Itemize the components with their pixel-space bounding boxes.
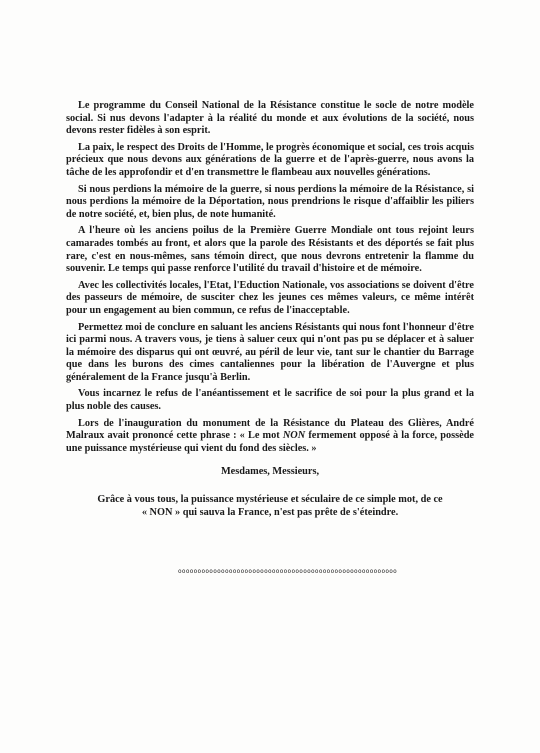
- paragraph-cnr-programme: Le programme du Conseil National de la Résistance constitue le socle de notre modèle social. Si nus devons l'adapter à la réalité du monde et aux évolutions de la société, nous devons rester fidèles à son esprit.: [66, 100, 474, 137]
- paragraph-malraux-quote: [66, 418, 474, 456]
- paragraph-collectivities: Avec les collectivités locales, l'Etat, l'Eduction Nationale, vos associations se doivent d'être des passeurs de mémoire, de susciter chez les jeunes ces mêmes valeurs, ce même intérêt pour un engagement au bien commun, ce refus de l'inacceptable.: [66, 279, 474, 316]
- final-sentence: [66, 494, 474, 519]
- paragraph-memory-of-war: Si nous perdions la mémoire de la guerre, si nous perdions la mémoire de la Résistance, si nous perdions la mémoire de la Déportation, nous prendrions le risque d'affaiblir les piliers de notre société, et, bien plus, de note humanité.: [66, 183, 474, 220]
- ornamental-divider: oooooooooooooooooooooooooooooooooooooooooooooooooooooooo: [178, 568, 398, 575]
- paragraph-conclusion: Permettez moi de conclure en saluant les anciens Résistants qui nous font l'honneur d'être ici parmi nous. A travers vous, je tiens à saluer ceux qui n'ont pas pu se déplacer et à saluer la mémoire des disparus qui ont œuvré, au péril de leur vie, tant sur le chantier du Barrage que dans les burons des cimes cantaliennes pour la libération de l'Auvergne et plus généralement de la France jusqu'à Berlin.: [66, 321, 474, 383]
- paragraph-peace-rights: La paix, le respect des Droits de l'Homme, le progrès économique et social, ces trois acquis précieux que nous devons aux générations de la guerre et de l'après-guerre, nous avons la tâche de les approfondir et d'en transmettre le flambeau aux nouvelles générations.: [66, 141, 474, 178]
- body-text: [66, 100, 474, 459]
- final-line-2: « NON » qui sauva la France, n'est pas prête de s'éteindre.: [141, 506, 399, 518]
- quote-emphasis-non: NON: [282, 430, 306, 442]
- paragraph-poilus: A l'heure où les anciens poilus de la Première Guerre Mondiale ont tous rejoint leurs camarades tombés au front, et alors que la parole des Résistants et des déportés se fait plus rare, c'est en nous-mêmes, sans témoin direct, que nous devrons entretenir la flamme du souvenir. Le temps qui passe renforce l'utilité du travail d'histoire et de mémoire.: [66, 225, 474, 275]
- final-line-1: Grâce à vous tous, la puissance mystérieuse et séculaire de ce simple mot, de ce: [97, 494, 443, 505]
- paragraph-sacrifice: Vous incarnez le refus de l'anéantissement et le sacrifice de soi pour la plus grand et la plus noble des causes.: [66, 388, 474, 413]
- quote-after: fermement opposé à la force, possède une puissance mystérieuse qui vient du fond des siècles. »: [66, 430, 475, 454]
- quote-before: Lors de l'inauguration du monument de la Résistance du Plateau des Glières, André Malraux avait prononcé cette phrase : « Le mot: [66, 417, 474, 442]
- salutation: Mesdames, Messieurs,: [220, 466, 320, 477]
